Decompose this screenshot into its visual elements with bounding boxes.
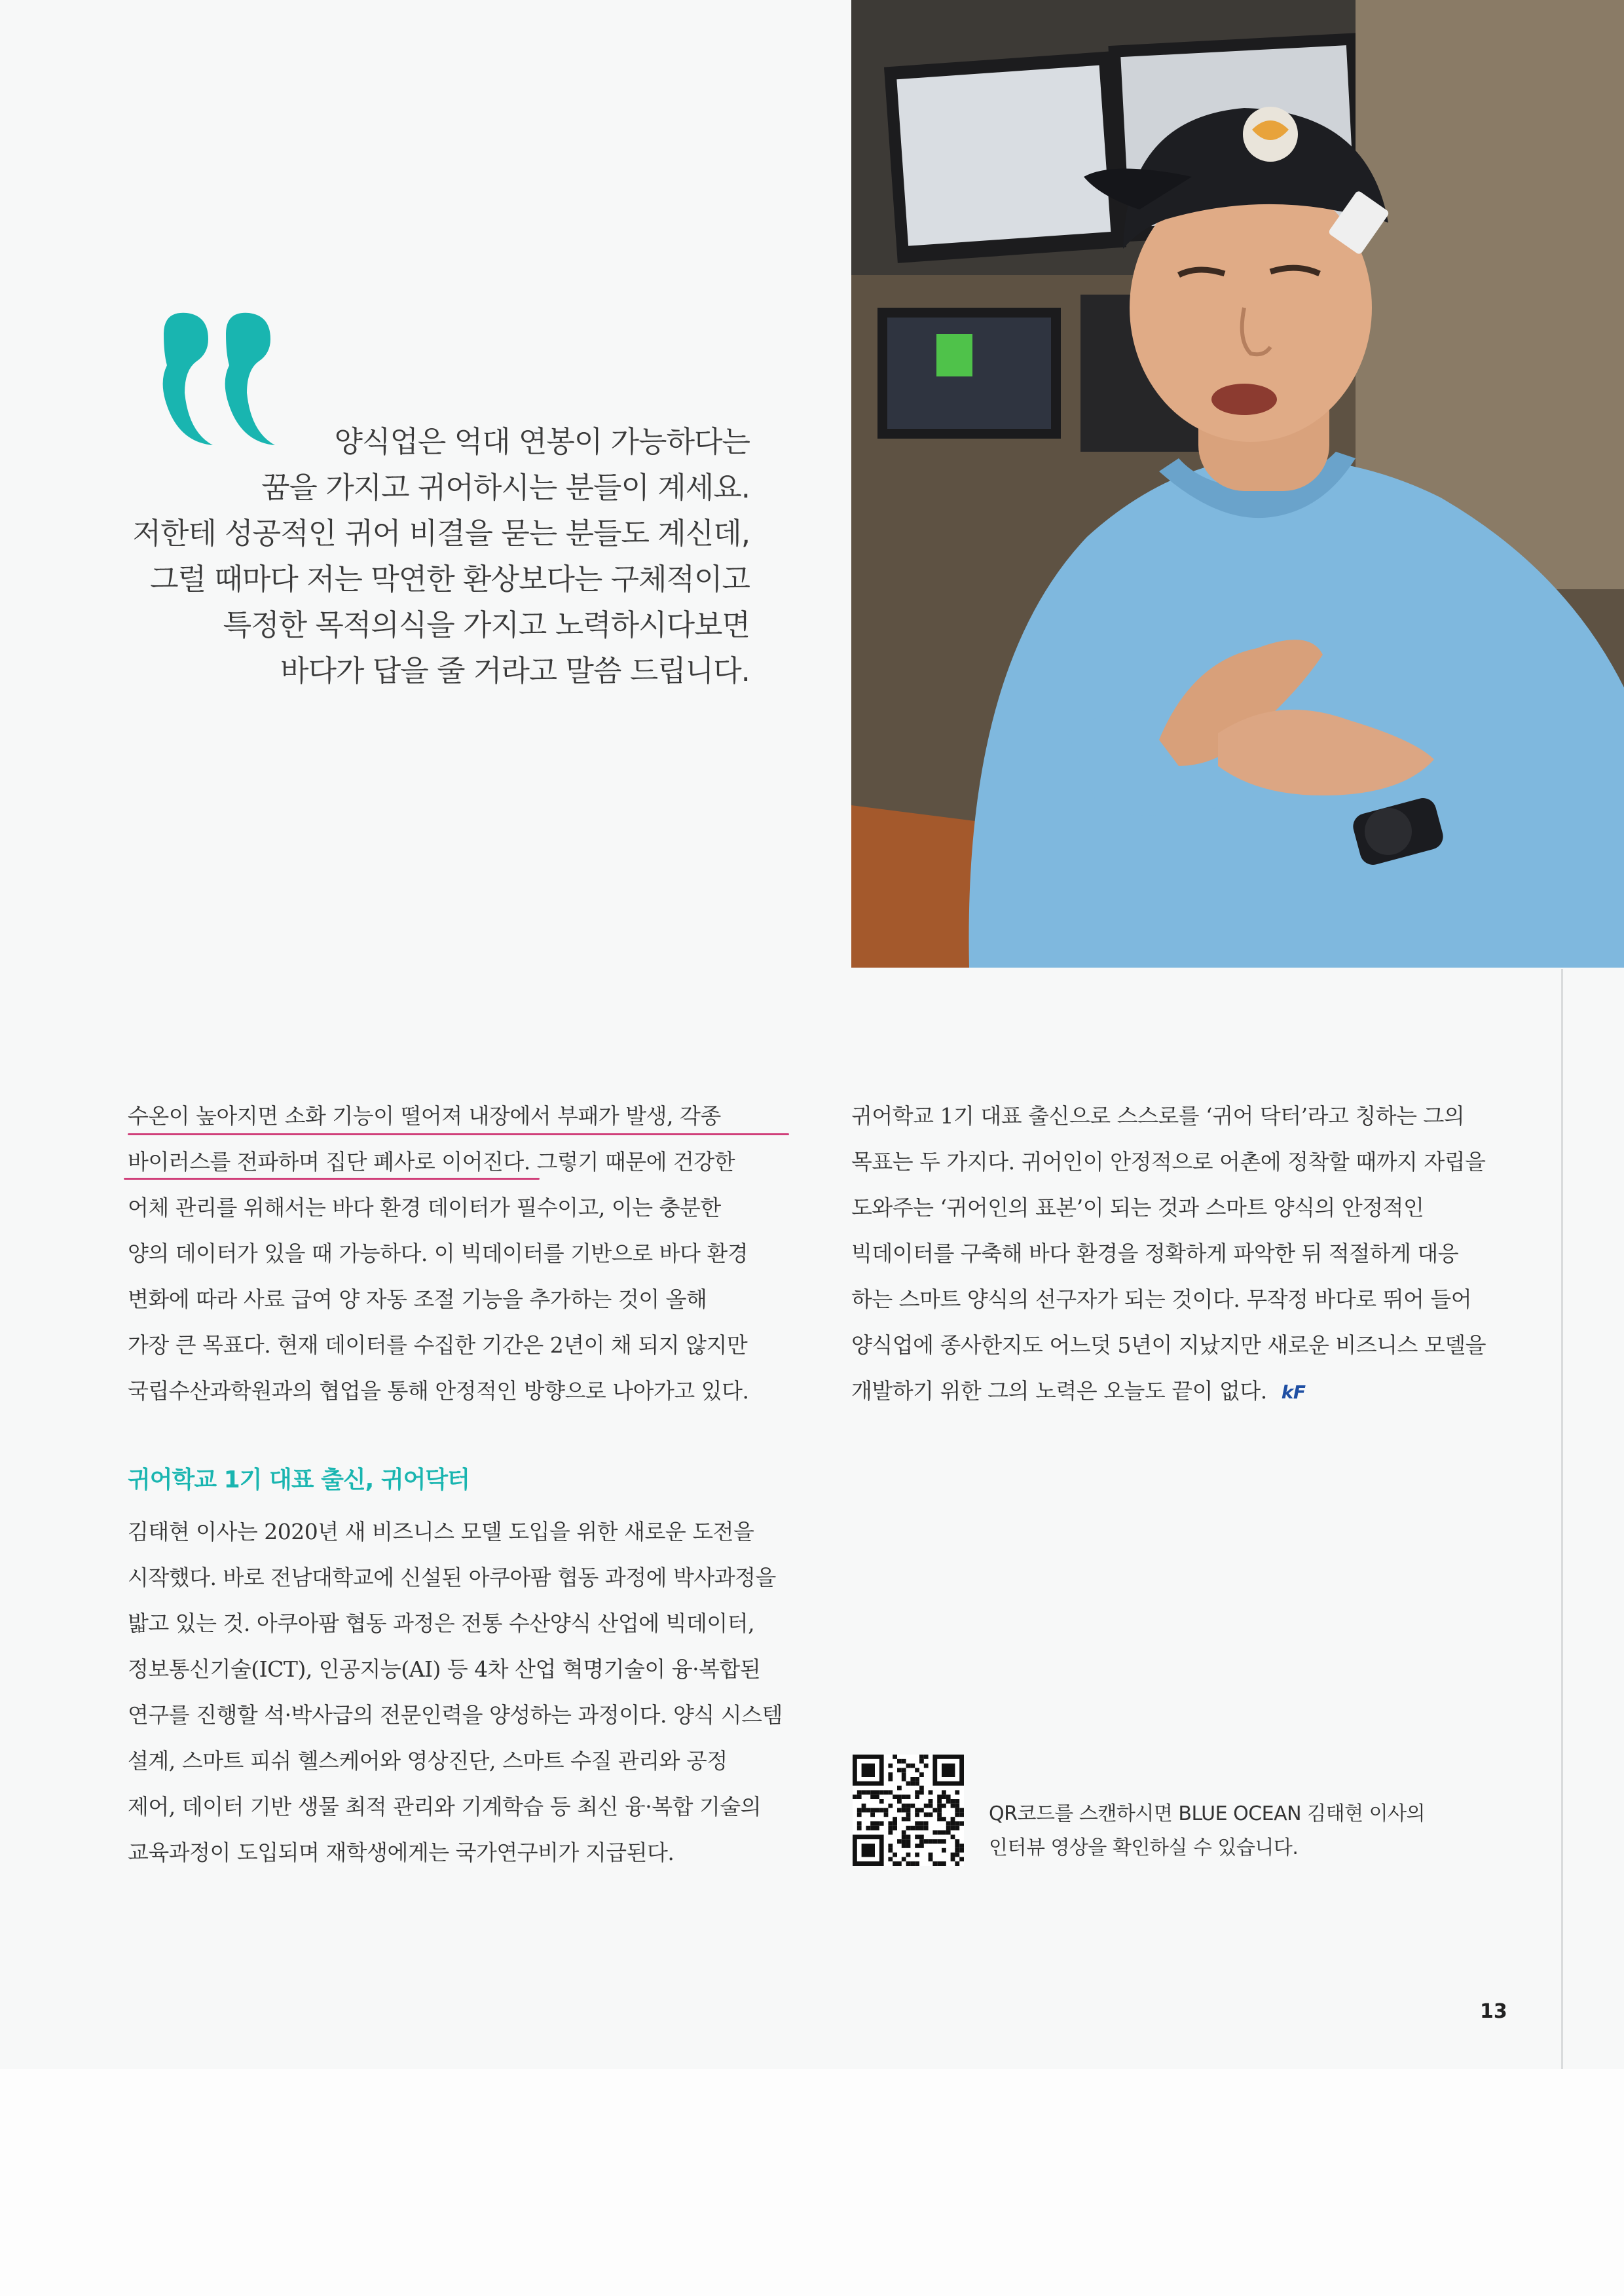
body-text-line: 설계, 스마트 피쉬 헬스케어와 영상진단, 스마트 수질 관리와 공정 [128, 1748, 728, 1774]
pull-quote-line: 특정한 목적의식을 가지고 노력하시다보면 [223, 608, 750, 642]
qr-caption [989, 1797, 1513, 1865]
body-text-line: 교육과정이 도입되며 재학생에게는 국가연구비가 지급된다. [128, 1840, 674, 1865]
body-text-line: 시작했다. 바로 전남대학교에 신설된 아쿠아팜 협동 과정에 박사과정을 [128, 1565, 776, 1590]
highlight-text-wrap [128, 1149, 537, 1175]
body-text-line: 제어, 데이터 기반 생물 최적 관리와 기계학습 등 최신 융·복합 기술의 [128, 1794, 762, 1819]
left-column-paragraph-1 [128, 1093, 789, 1414]
body-text-line-last [851, 1368, 1519, 1415]
body-text: 개발하기 위한 그의 노력은 오늘도 끝이 없다. [851, 1378, 1267, 1404]
qr-code[interactable] [853, 1755, 964, 1866]
body-text-line: 정보통신기술(ICT), 인공지능(AI) 등 4차 산업 혁명기술이 융·복합된 [128, 1656, 761, 1682]
pull-quote-line: 꿈을 가지고 귀어하시는 분들이 계세요. [261, 470, 750, 505]
body-text-line: 도와주는 ‘귀어인의 표본’이 되는 것과 스마트 양식의 안정적인 [851, 1195, 1424, 1220]
highlight-text: 바이러스를 전파하며 집단 폐사로 이어진다. [128, 1149, 530, 1175]
interview-photo [851, 0, 1624, 968]
page-number: 13 [1480, 2000, 1507, 2023]
right-column-paragraph [851, 1093, 1519, 1415]
page-fold-edge [1561, 969, 1563, 2115]
body-text-line: 연구를 진행할 석·박사급의 전문인력을 양성하는 과정이다. 양식 시스템 [128, 1702, 783, 1728]
pull-quote-line: 그럴 때마다 저는 막연한 환상보다는 구체적이고 [150, 562, 750, 596]
body-text-line: 가장 큰 목표다. 현재 데이터를 수집한 기간은 2년이 채 되지 않지만 [128, 1332, 748, 1358]
body-text-line: 양의 데이터가 있을 때 가능하다. 이 빅데이터를 기반으로 바다 환경 [128, 1241, 748, 1266]
section-heading: 귀어학교 1기 대표 출신, 귀어닥터 [128, 1467, 470, 1493]
qr-caption-line: QR코드를 스캔하시면 BLUE OCEAN 김태현 이사의 [989, 1802, 1426, 1825]
body-text-line: 양식업에 종사한지도 어느덧 5년이 지났지만 새로운 비즈니스 모델을 [851, 1332, 1486, 1358]
highlight-underline [124, 1178, 540, 1180]
body-text-line: 김태현 이사는 2020년 새 비즈니스 모델 도입을 위한 새로운 도전을 [128, 1519, 754, 1544]
highlighted-text-line [128, 1093, 789, 1139]
highlighted-text-line [128, 1139, 789, 1185]
kf-end-logo: kF [1281, 1381, 1306, 1403]
body-text-line: 하는 스마트 양식의 선구자가 되는 것이다. 무작정 바다로 뛰어 들어 [851, 1286, 1472, 1312]
body-text-line: 국립수산과학원과의 협업을 통해 안정적인 방향으로 나아가고 있다. [128, 1378, 749, 1404]
left-column-paragraph-2 [128, 1509, 789, 1876]
body-text-line: 귀어학교 1기 대표 출신으로 스스로를 ‘귀어 닥터’라고 칭하는 그의 [851, 1103, 1465, 1129]
body-text-line: 변화에 따라 사료 급여 양 자동 조절 기능을 추가하는 것이 올해 [128, 1286, 707, 1312]
body-text-line: 빅데이터를 구축해 바다 환경을 정확하게 파악한 뒤 적절하게 대응 [851, 1241, 1459, 1266]
highlight-underline [128, 1133, 789, 1135]
pull-quote-line: 양식업은 억대 연봉이 가능하다는 [334, 424, 750, 459]
body-text: 그렇기 때문에 건강한 [536, 1149, 735, 1175]
qr-caption-line: 인터뷰 영상을 확인하실 수 있습니다. [989, 1836, 1299, 1859]
pull-quote-line: 저한테 성공적인 귀어 비결을 묻는 분들도 계신데, [132, 516, 750, 551]
body-text-line: 밟고 있는 것. 아쿠아팜 협동 과정은 전통 수산양식 산업에 빅데이터, [128, 1611, 755, 1636]
highlight-text: 수온이 높아지면 소화 기능이 떨어져 내장에서 부패가 발생, 각종 [128, 1103, 721, 1129]
body-text-line: 어체 관리를 위해서는 바다 환경 데이터가 필수이고, 이는 충분한 [128, 1195, 721, 1220]
pull-quote [131, 419, 750, 694]
pull-quote-line: 바다가 답을 줄 거라고 말씀 드립니다. [280, 653, 750, 688]
page-bottom-margin [0, 2069, 1624, 2296]
body-text-line: 목표는 두 가지다. 귀어인이 안정적으로 어촌에 정착할 때까지 자립을 [851, 1149, 1486, 1175]
